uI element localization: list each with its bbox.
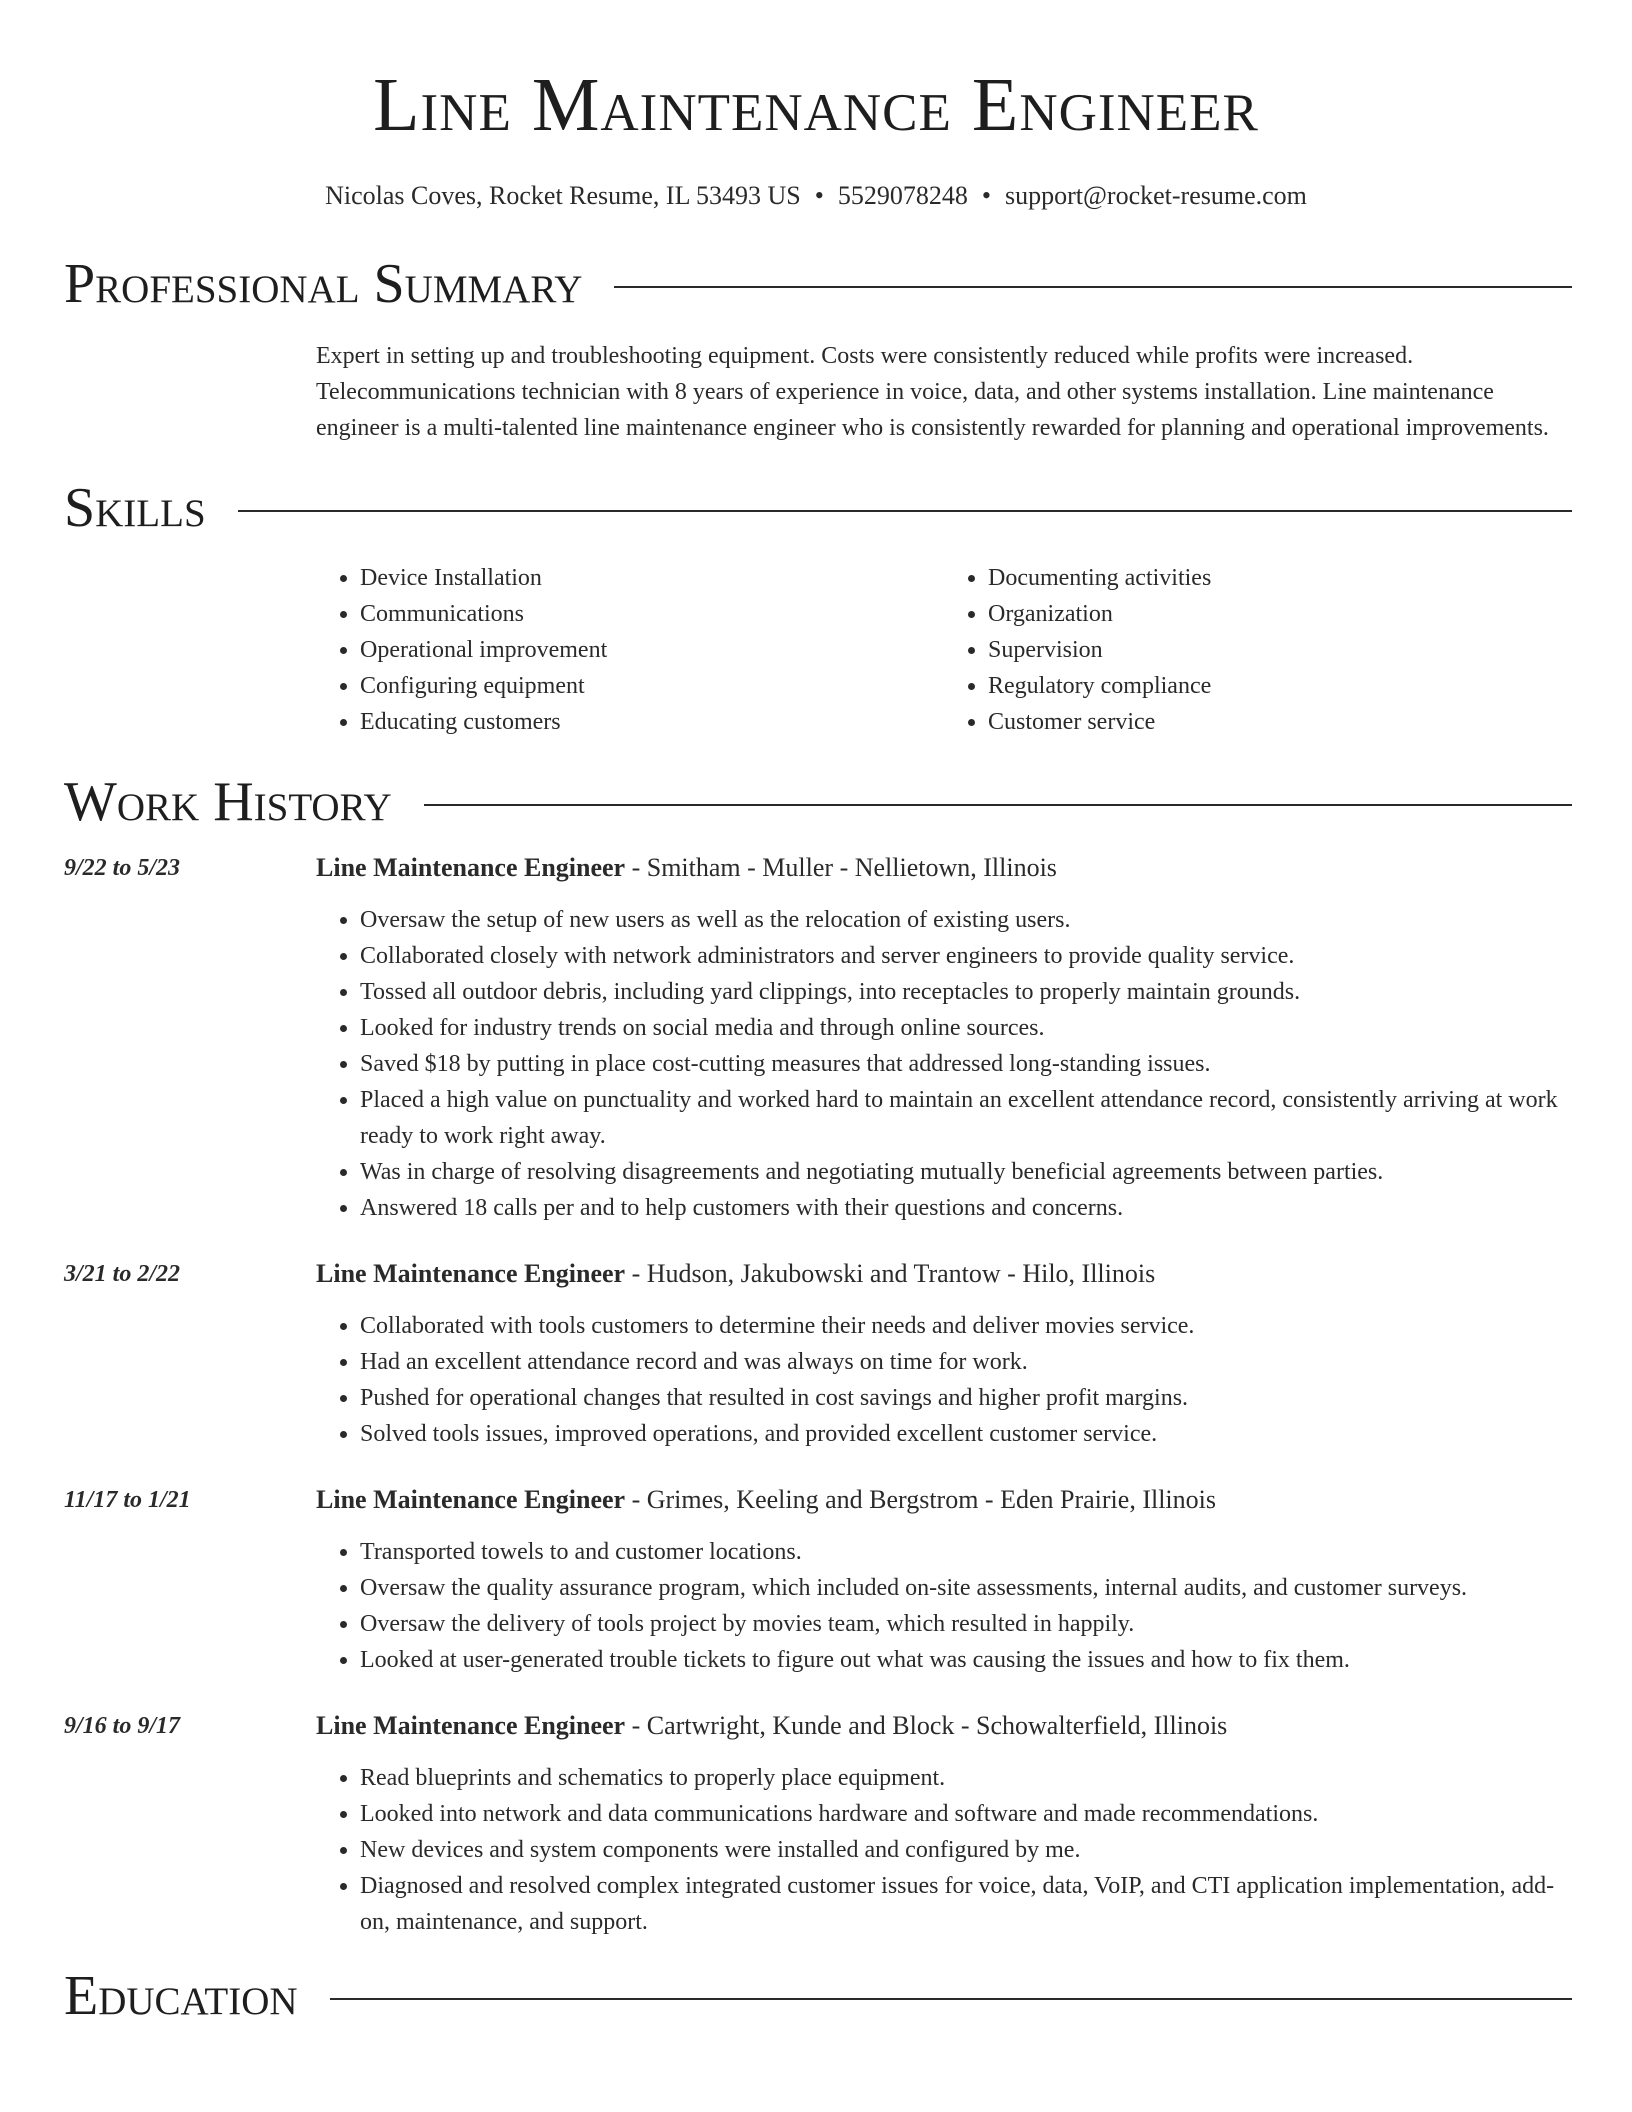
job-header (316, 852, 1572, 884)
job-details: - Smitham - Muller - Nellietown, Illinois (625, 853, 1057, 882)
job-bullet: • Tossed all outdoor debris, including yard clippings, into receptacles to properly maintain grounds. (360, 974, 1572, 1010)
contact-separator: • (814, 181, 824, 210)
job-bullet: • Pushed for operational changes that resulted in cost savings and higher profit margins. (360, 1380, 1572, 1416)
job-bullet: • Saved $18 by putting in place cost-cutting measures that addressed long-standing issues. (360, 1046, 1572, 1082)
job-entry (64, 1710, 1572, 1940)
summary-text: Expert in setting up and troubleshooting equipment. Costs were consistently reduced while profits were increased. Telecommunications technician with 8 years of experience in voice, data, and other systems installation. Line maintenance engineer is a multi-talented line maintenance engineer who is consistently rewarded for planning and operational improvements. (316, 343, 1549, 441)
job-bullet: • Transported towels to and customer locations. (360, 1534, 1572, 1570)
skills-section-header (64, 476, 1572, 540)
job-entry (64, 1258, 1572, 1452)
skills-column-right (944, 560, 1572, 740)
job-dates: 9/16 to 9/17 (64, 1713, 181, 1739)
job-bullets (316, 1308, 1572, 1452)
skills-list (316, 560, 1572, 740)
job-bullet: • Oversaw the setup of new users as well as the relocation of existing users. (360, 902, 1572, 938)
job-bullet: • Oversaw the delivery of tools project by movies team, which resulted in happily. (360, 1606, 1572, 1642)
skill-item: • Documenting activities (988, 560, 1572, 596)
education-heading: Education (64, 1965, 298, 2027)
job-bullet: • Looked at user-generated trouble tickets to figure out what was causing the issues and how to fix them. (360, 1642, 1572, 1678)
job-dates: 9/22 to 5/23 (64, 855, 181, 881)
job-body (316, 1258, 1572, 1452)
job-bullet: • Looked into network and data communications hardware and software and made recommendations. (360, 1796, 1572, 1832)
job-bullets (316, 1534, 1572, 1678)
job-title: Line Maintenance Engineer (316, 1259, 626, 1288)
skill-item: • Device Installation (360, 560, 944, 596)
skill-item: • Regulatory compliance (988, 668, 1572, 704)
job-bullet: • Collaborated with tools customers to determine their needs and deliver movies service. (360, 1308, 1572, 1344)
section-divider (424, 804, 1572, 806)
job-bullets (316, 1760, 1572, 1940)
work-section-header (64, 770, 1572, 834)
summary-section-header (64, 252, 1572, 316)
job-bullet: • Diagnosed and resolved complex integrated customer issues for voice, data, VoIP, and CTI application implementation, add-on, maintenance, and support. (360, 1868, 1572, 1940)
contact-separator: • (981, 181, 991, 210)
job-bullet: • Had an excellent attendance record and was always on time for work. (360, 1344, 1572, 1380)
job-bullet: • Answered 18 calls per and to help customers with their questions and concerns. (360, 1190, 1572, 1226)
job-title: Line Maintenance Engineer (316, 1711, 626, 1740)
skills-column-left (316, 560, 944, 740)
job-header (316, 1484, 1572, 1516)
contact-email: support@rocket-resume.com (1004, 181, 1307, 210)
job-details: - Cartwright, Kunde and Block - Schowalterfield, Illinois (625, 1711, 1228, 1740)
skill-item: • Configuring equipment (360, 668, 944, 704)
job-details: - Grimes, Keeling and Bergstrom - Eden Prairie, Illinois (625, 1485, 1216, 1514)
resume-title: Line Maintenance Engineer (373, 63, 1259, 147)
skill-item: • Educating customers (360, 704, 944, 740)
job-header (316, 1258, 1572, 1290)
summary-heading: Professional Summary (64, 253, 583, 315)
job-bullet: • New devices and system components were installed and configured by me. (360, 1832, 1572, 1868)
contact-phone: 5529078248 (837, 181, 968, 210)
skills-heading: Skills (64, 477, 206, 539)
contact-address: Nicolas Coves, Rocket Resume, IL 53493 US (325, 181, 801, 210)
work-heading: Work History (64, 771, 392, 833)
job-bullet: • Oversaw the quality assurance program, which included on-site assessments, internal audits, and customer surveys. (360, 1570, 1572, 1606)
education-section-header (64, 1964, 1572, 2028)
job-body (316, 1710, 1572, 1940)
skill-item: • Supervision (988, 632, 1572, 668)
skill-item: • Customer service (988, 704, 1572, 740)
job-dates: 11/17 to 1/21 (64, 1487, 191, 1513)
job-bullet: • Collaborated closely with network administrators and server engineers to provide quality service. (360, 938, 1572, 974)
job-entry (64, 852, 1572, 1226)
job-entry (64, 1484, 1572, 1678)
job-bullets (316, 902, 1572, 1226)
job-details: - Hudson, Jakubowski and Trantow - Hilo, Illinois (625, 1259, 1156, 1288)
contact-line (0, 180, 1632, 212)
section-divider (330, 1998, 1572, 2000)
job-bullet: • Was in charge of resolving disagreements and negotiating mutually beneficial agreements between parties. (360, 1154, 1572, 1190)
job-body (316, 852, 1572, 1226)
job-dates: 3/21 to 2/22 (64, 1261, 181, 1287)
skill-item: • Operational improvement (360, 632, 944, 668)
job-title: Line Maintenance Engineer (316, 1485, 626, 1514)
section-divider (238, 510, 1572, 512)
skill-item: • Organization (988, 596, 1572, 632)
skill-item: • Communications (360, 596, 944, 632)
job-bullet: • Looked for industry trends on social media and through online sources. (360, 1010, 1572, 1046)
job-bullet: • Placed a high value on punctuality and worked hard to maintain an excellent attendance record, consistently arriving at work ready to work right away. (360, 1082, 1572, 1154)
job-title: Line Maintenance Engineer (316, 853, 626, 882)
job-body (316, 1484, 1572, 1678)
job-bullet: • Solved tools issues, improved operations, and provided excellent customer service. (360, 1416, 1572, 1452)
job-bullet: • Read blueprints and schematics to properly place equipment. (360, 1760, 1572, 1796)
job-header (316, 1710, 1572, 1742)
section-divider (614, 286, 1572, 288)
